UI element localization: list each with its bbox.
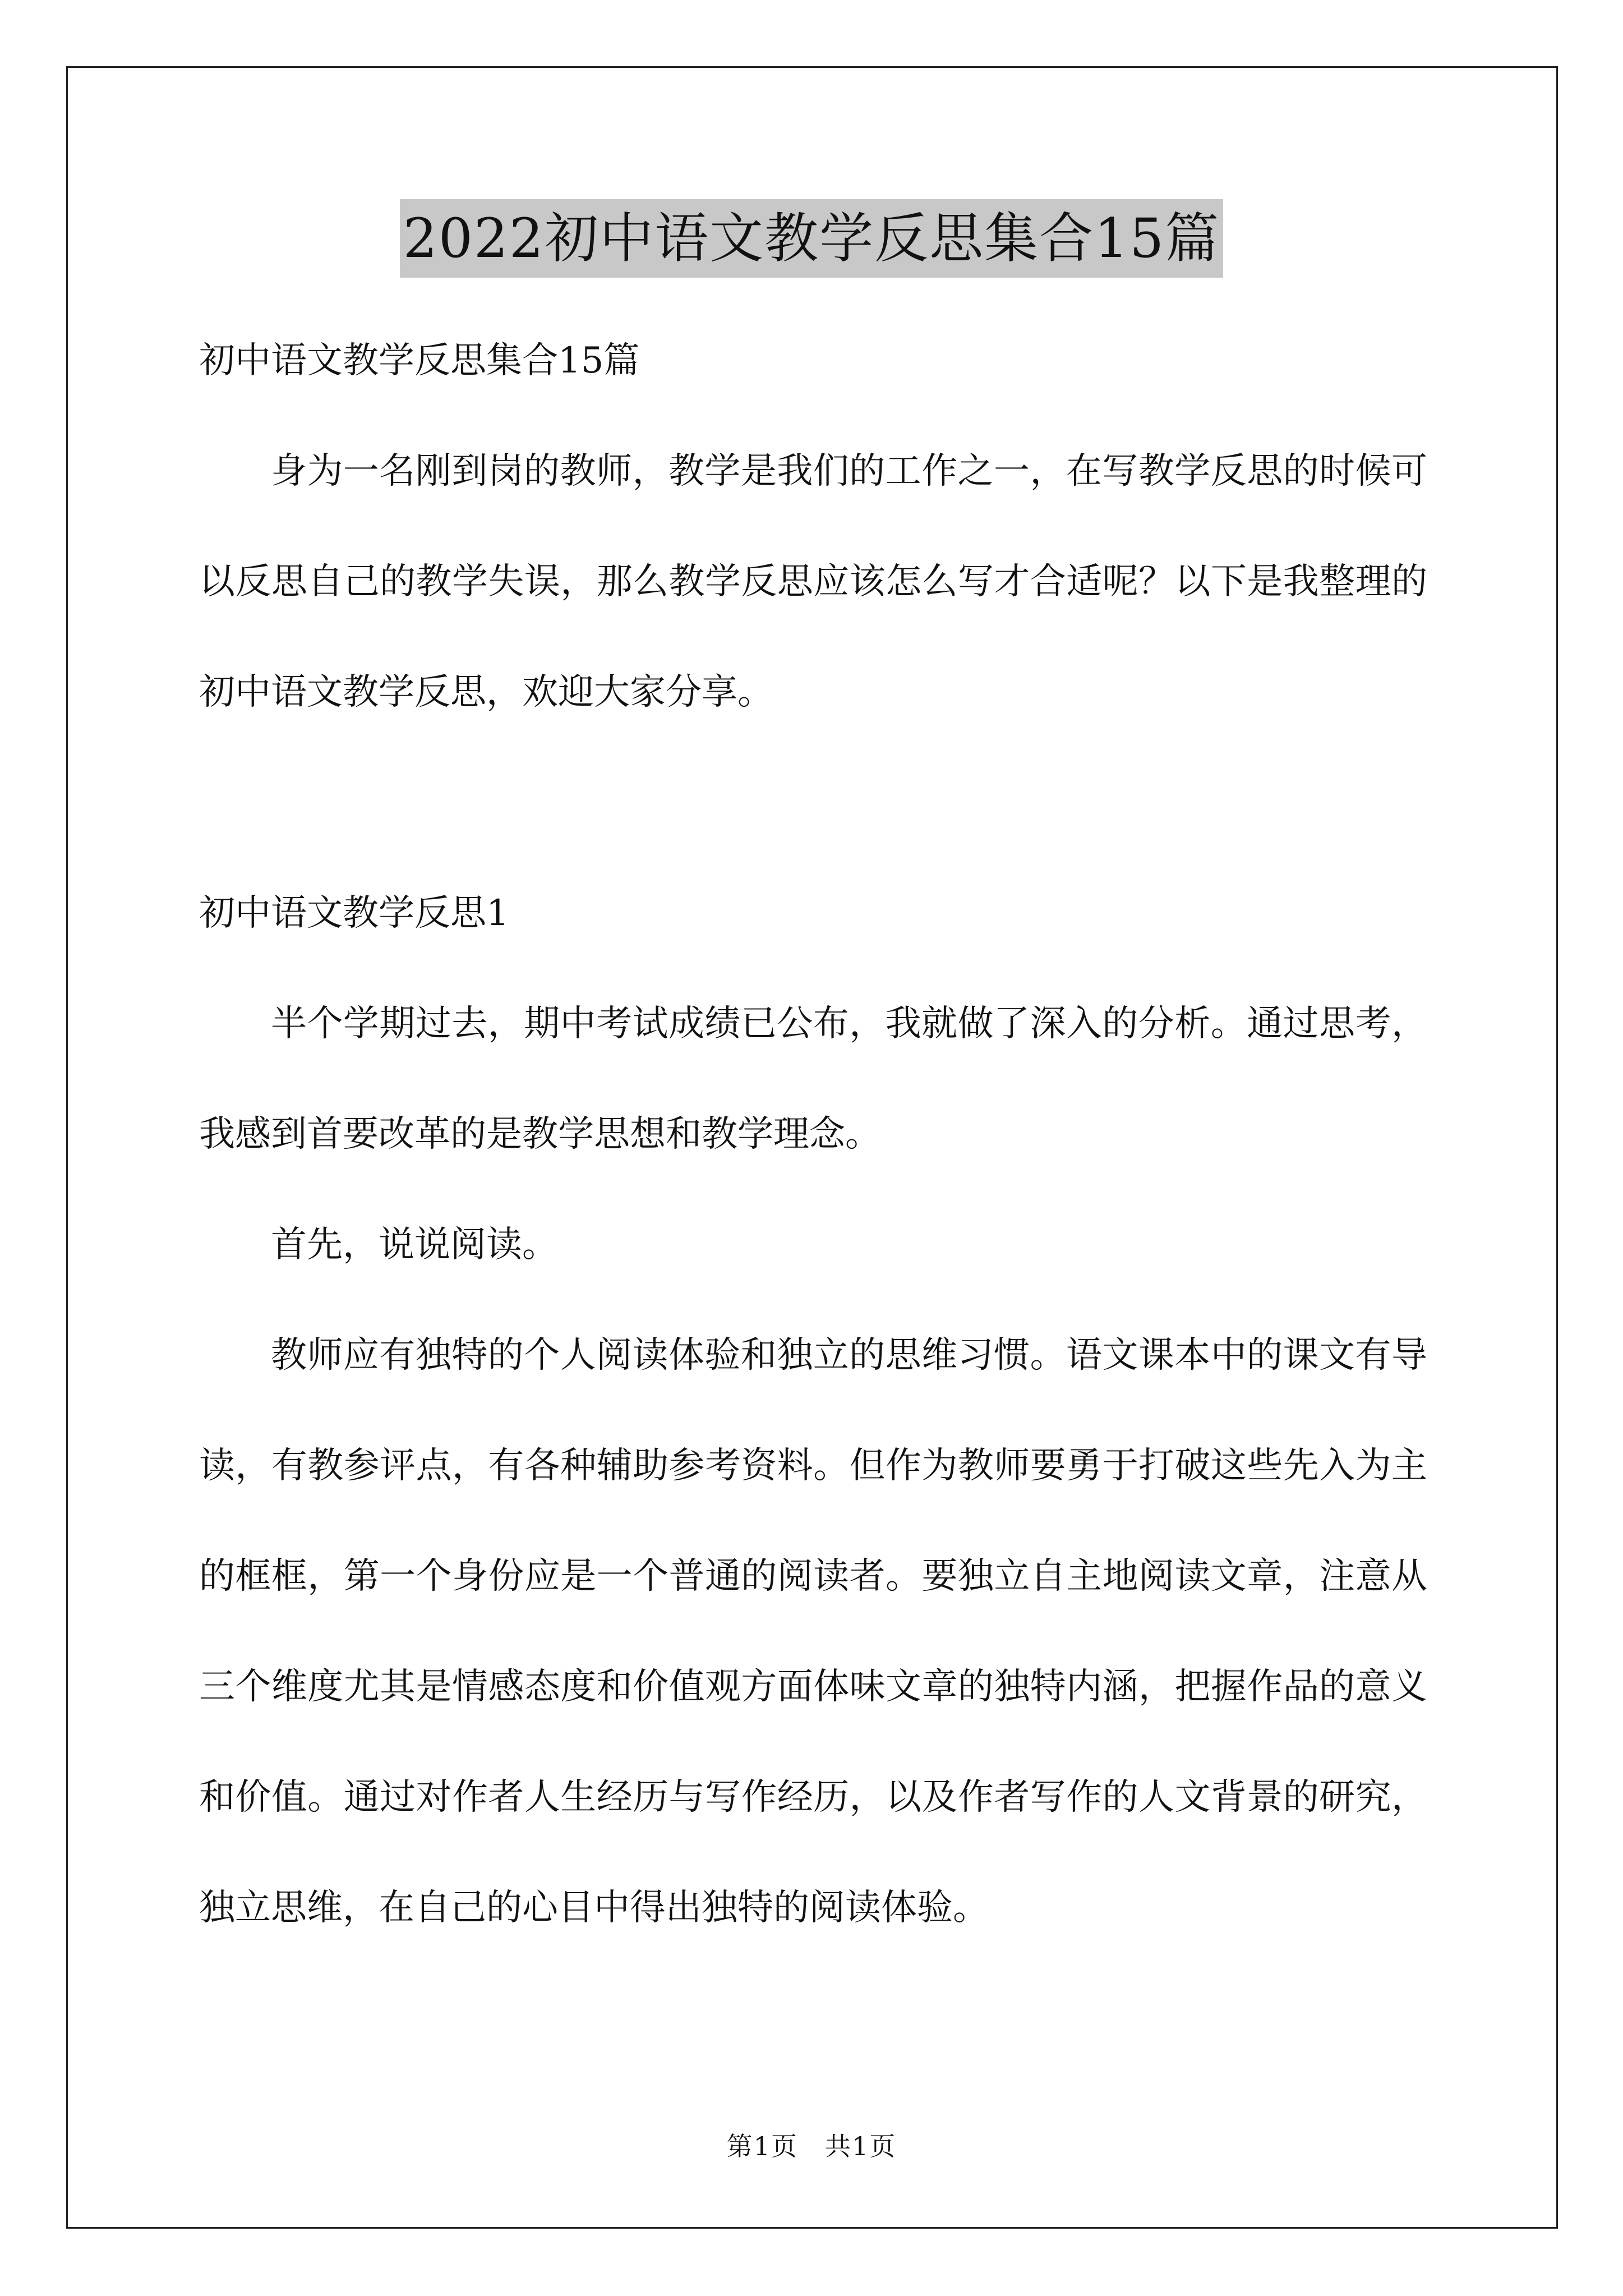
- document-title: 2022初中语文教学反思集合15篇: [400, 199, 1223, 278]
- section-spacer: [199, 748, 1427, 858]
- body-paragraph: 首先，说说阅读。: [271, 1224, 558, 1266]
- intro-paragraph: 身为一名刚到岗的教师，教学是我们的工作之一，在写教学反思的时候可以反思自己的教学失误，那么教学反思应该怎么写才合适呢？以下是我整理的初中语文教学反思，欢迎大家分享。: [199, 450, 1427, 713]
- page-footer: 第1页 共1页: [726, 2131, 897, 2161]
- subtitle: 初中语文教学反思集合15篇: [199, 340, 640, 381]
- body-paragraph: 半个学期过去，期中考试成绩已公布，我就做了深入的分析。通过思考，我感到首要改革的是教学思想和教学理念。: [199, 1003, 1427, 1155]
- section-heading: 初中语文教学反思1: [199, 892, 509, 934]
- body-paragraph: 教师应有独特的个人阅读体验和独立的思维习惯。语文课本中的课文有导读，有教参评点，有各种辅助参考资料。但作为教师要勇于打破这些先入为主的框框，第一个身份应是一个普通的阅读者。要独立自主地阅读文章，注意从三个维度尤其是情感态度和价值观方面体味文章的独特内涵，把握作品的意义和价值。通过对作者人生经历与写作经历，以及作者写作的人文背景的研究，独立思维，在自己的心目中得出独特的阅读体验。: [199, 1335, 1427, 1929]
- document-body: [199, 306, 1427, 1963]
- title-container: [0, 199, 1623, 278]
